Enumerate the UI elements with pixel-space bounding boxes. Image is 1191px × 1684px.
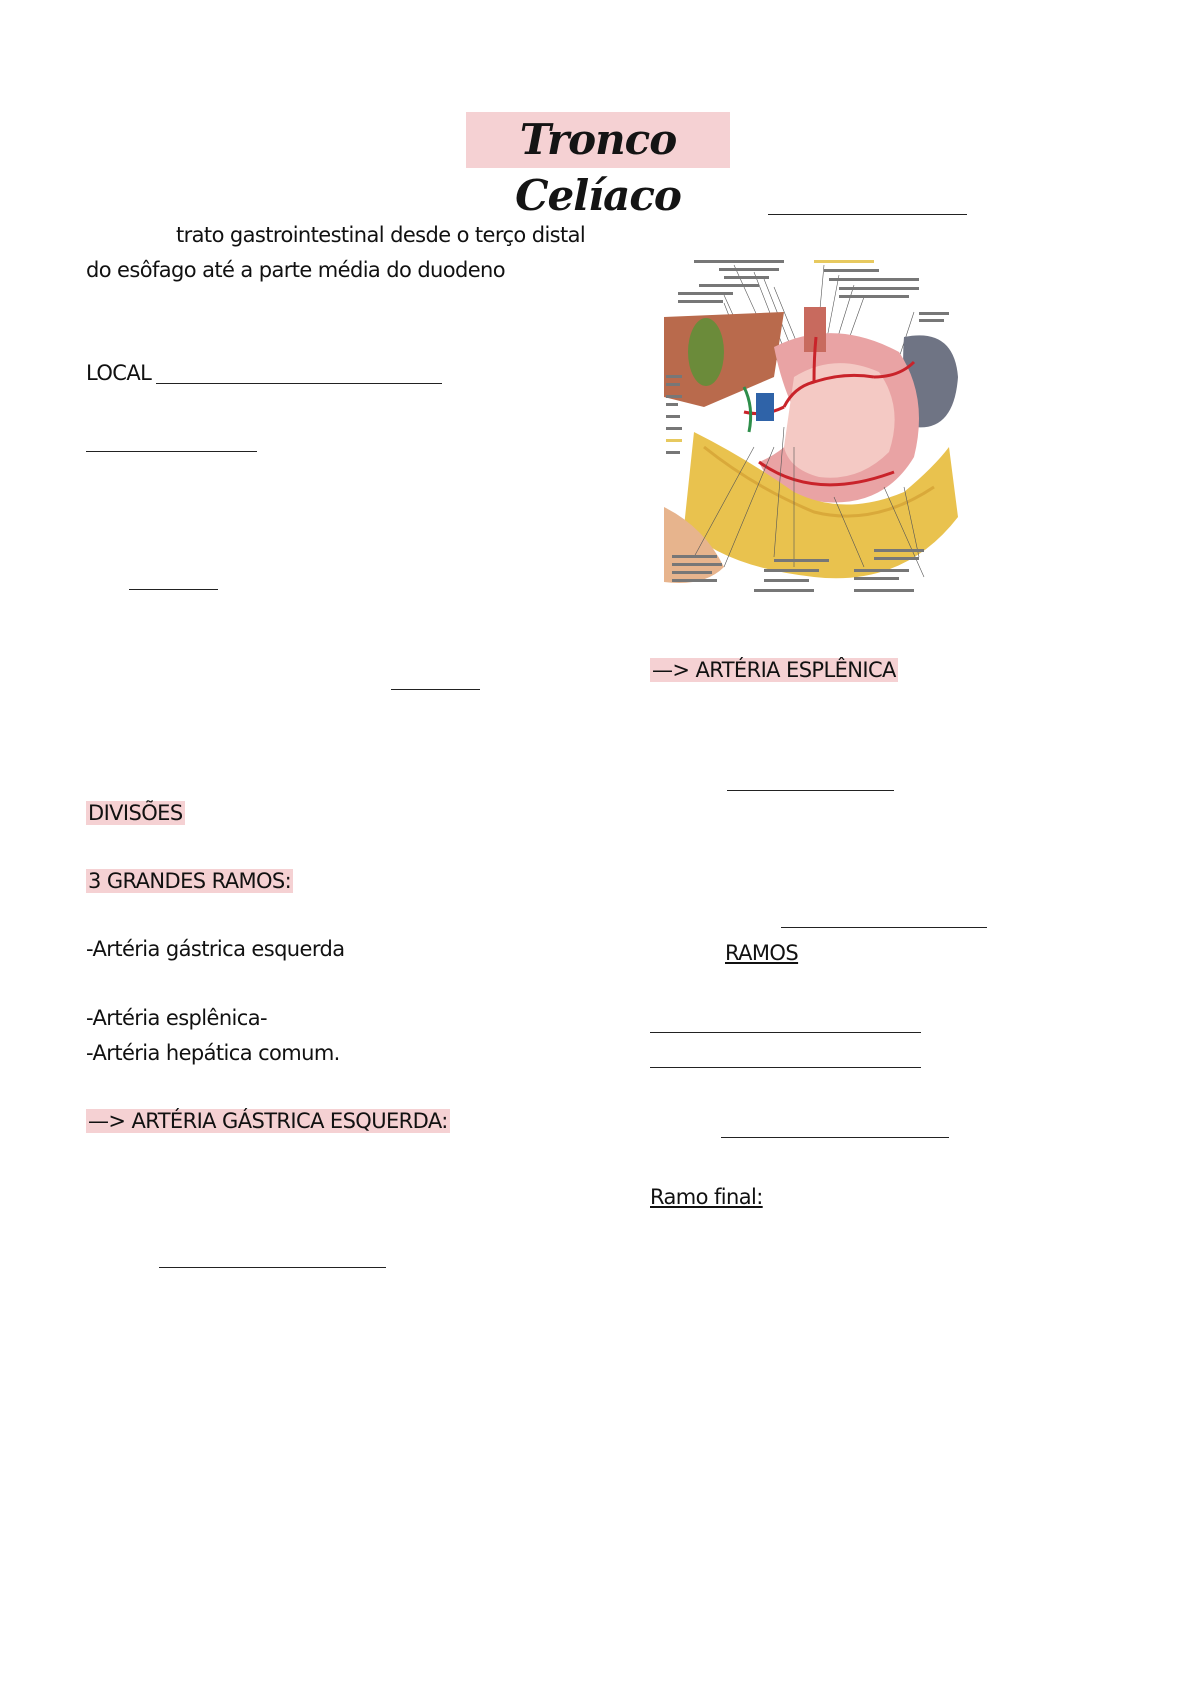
branch-splenic: -Artéria esplênica- [86, 1006, 267, 1030]
blank-line-right-3 [781, 927, 987, 928]
blank-line-1 [86, 451, 257, 452]
branches-heading: 3 GRANDES RAMOS: [88, 869, 292, 893]
divisoes-heading: DIVISÕES [88, 801, 183, 825]
blank-line-right-5 [650, 1067, 921, 1068]
blank-line-right-2 [727, 790, 894, 791]
intro-line-2: do esôfago até a parte média do duodeno [86, 258, 506, 282]
ramos-label: RAMOS [725, 941, 799, 965]
local-blank-line [156, 383, 442, 384]
intro-line-1: trato gastrointestinal desde o terço distal [176, 223, 586, 247]
branch-hepatic: -Artéria hepática comum. [86, 1041, 340, 1065]
blank-line-4 [159, 1267, 386, 1268]
blank-line-2 [129, 589, 218, 590]
blank-line-right-1 [768, 214, 967, 215]
branch-gastric: -Artéria gástrica esquerda [86, 937, 345, 961]
blank-line-right-6 [721, 1137, 949, 1138]
local-label: LOCAL [86, 361, 152, 385]
page-title: Tronco Celíaco [466, 112, 730, 168]
blank-line-3 [391, 689, 480, 690]
celiac-trunk-anatomy-illustration [664, 257, 958, 597]
blank-line-right-4 [650, 1032, 921, 1033]
gastric-artery-heading: —> ARTÉRIA GÁSTRICA ESQUERDA: [88, 1109, 448, 1133]
ramo-final-label: Ramo final: [650, 1185, 763, 1209]
splenic-artery-heading: —> ARTÉRIA ESPLÊNICA [652, 658, 896, 682]
anatomy-drawing [664, 257, 958, 597]
